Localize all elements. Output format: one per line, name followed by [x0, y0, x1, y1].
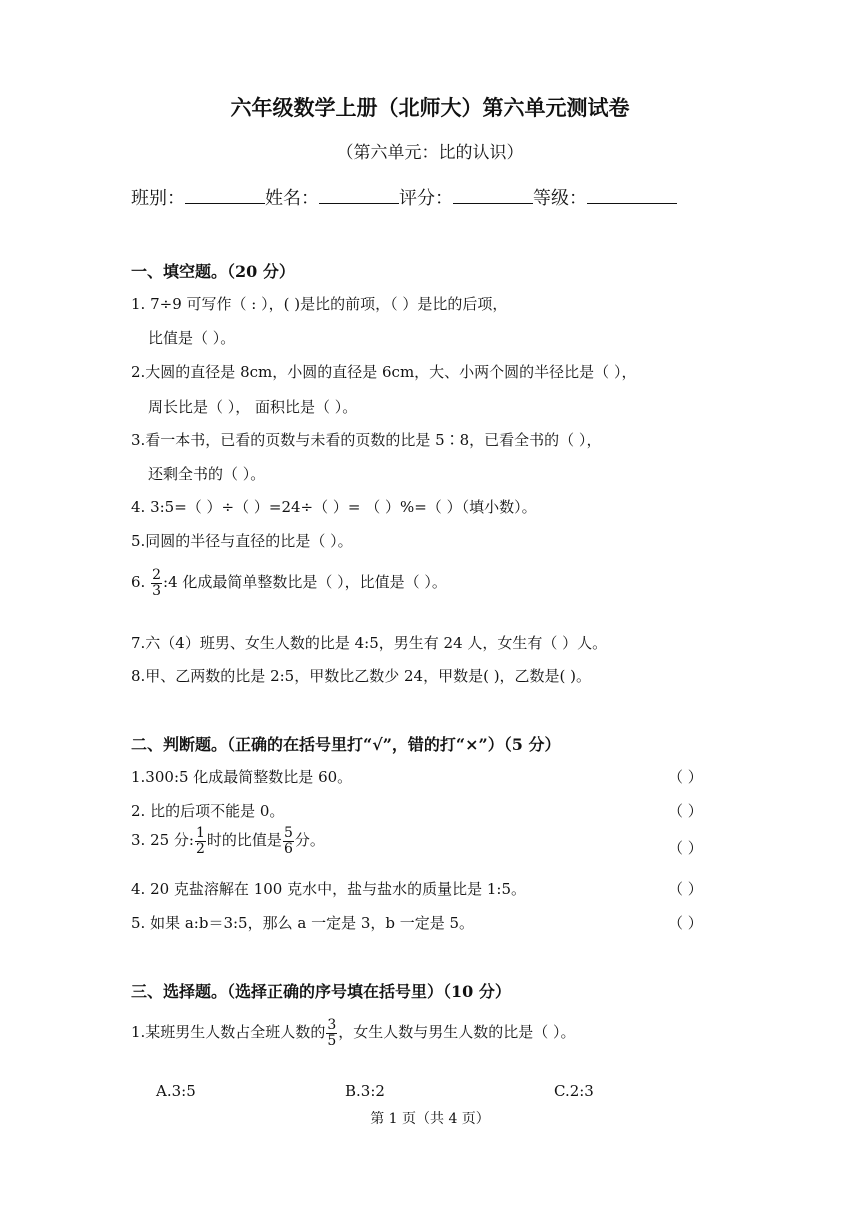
- s2-item-3-part-a: 3. 25 分:: [131, 831, 194, 850]
- name-blank[interactable]: [319, 185, 399, 204]
- s3-question-1: [131, 1018, 576, 1048]
- s3-q1-fraction: [326, 1018, 337, 1048]
- s2-item-3-fraction-1: [195, 826, 206, 856]
- q6-prefix: 6.: [131, 573, 146, 592]
- s2-item-4: 4. 20 克盐溶解在 100 克水中，盐与盐水的质量比是 1:5。: [131, 880, 527, 898]
- s2-item-1-answer[interactable]: （ ）: [668, 768, 703, 786]
- q6-fraction-denominator: 3: [152, 582, 162, 599]
- s2-item-2-answer[interactable]: （ ）: [668, 802, 703, 820]
- s1-question-5: 5.同圆的半径与直径的比是（ ）。: [131, 532, 353, 550]
- s2-item-3-fraction-1-denominator: 2: [196, 840, 205, 857]
- s2-item-3-fraction-2-numerator: 5: [283, 825, 293, 841]
- q6-fraction: [151, 568, 162, 598]
- s1-question-3a: 3.看一本书，已看的页数与未看的页数的比是 5∶8，已看全书的（ ），: [131, 431, 602, 449]
- page-footer: 第 1 页（共 4 页）: [370, 1111, 490, 1127]
- s2-item-3-fraction-2-denominator: 6: [283, 840, 293, 857]
- grade-label: 等级：: [533, 188, 587, 209]
- s3-q1-option-a[interactable]: A.3:5: [156, 1082, 196, 1100]
- s1-question-2b: 周长比是（ ）， 面积比是（ ）。: [148, 398, 358, 416]
- section2-heading: 二、判断题。（正确的在括号里打“√”，错的打“×”）（5 分）: [131, 735, 561, 754]
- q6-suffix: :4 化成最简单整数比是（ ），比值是（ ）。: [163, 573, 447, 592]
- s2-item-3-fraction-2: [283, 826, 294, 856]
- s3-q1-fraction-denominator: 5: [327, 1032, 337, 1049]
- grade-blank[interactable]: [587, 185, 677, 204]
- class-blank[interactable]: [185, 185, 265, 204]
- s2-item-3-part-b: 时的比值是: [206, 831, 282, 850]
- s3-q1-option-c[interactable]: C.2:3: [554, 1082, 594, 1100]
- s1-question-6: [131, 568, 447, 598]
- s3-q1-part-a: 1.某班男生人数占全班人数的: [131, 1023, 326, 1042]
- student-info-row: [131, 184, 677, 210]
- s1-question-3b: 还剩全书的（ ）。: [148, 465, 266, 483]
- s1-question-1b: 比值是（ ）。: [148, 329, 236, 347]
- q6-fraction-numerator: 2: [152, 567, 162, 583]
- s2-item-3-fraction-1-numerator: 1: [196, 825, 205, 841]
- s2-item-3: [131, 826, 325, 856]
- score-blank[interactable]: [453, 185, 533, 204]
- page-subtitle: （第六单元：比的认识）: [336, 143, 524, 163]
- s1-question-7: 7.六（4）班男、女生人数的比是 4:5，男生有 24 人，女生有（ ）人。: [131, 634, 608, 652]
- score-label: 评分：: [399, 188, 453, 209]
- class-label: 班别：: [131, 188, 185, 209]
- s1-question-4: 4. 3:5=（ ）÷（ ）=24÷（ ）= （ ）%=（ ）（填小数）。: [131, 498, 537, 516]
- page-title: 六年级数学上册（北师大）第六单元测试卷: [230, 95, 630, 120]
- name-label: 姓名：: [265, 188, 319, 209]
- s2-item-2: 2. 比的后项不能是 0。: [131, 802, 285, 820]
- s1-question-1a: 1. 7÷9 可写作（ : ），( )是比的前项，（ ）是比的后项，: [131, 295, 508, 313]
- section3-heading: 三、选择题。（选择正确的序号填在括号里）（10 分）: [131, 982, 511, 1001]
- s2-item-3-answer[interactable]: （ ）: [668, 839, 703, 857]
- s3-q1-part-b: ，女生人数与男生人数的比是（ ）。: [338, 1023, 576, 1042]
- s2-item-5-answer[interactable]: （ ）: [668, 914, 703, 932]
- s2-item-3-part-c: 分。: [294, 831, 325, 850]
- s3-q1-option-b[interactable]: B.3:2: [345, 1082, 385, 1100]
- s2-item-4-answer[interactable]: （ ）: [668, 880, 703, 898]
- s1-question-2a: 2.大圆的直径是 8cm，小圆的直径是 6cm，大、小两个圆的半径比是（ ），: [131, 363, 637, 381]
- s2-item-5: 5. 如果 a:b＝3:5，那么 a 一定是 3，b 一定是 5。: [131, 914, 475, 932]
- section1-heading: 一、填空题。（20 分）: [131, 262, 295, 281]
- s2-item-1: 1.300:5 化成最简整数比是 60。: [131, 768, 353, 786]
- s1-question-8: 8.甲、乙两数的比是 2:5，甲数比乙数少 24，甲数是( )，乙数是( )。: [131, 667, 592, 685]
- s3-q1-fraction-numerator: 3: [327, 1017, 337, 1033]
